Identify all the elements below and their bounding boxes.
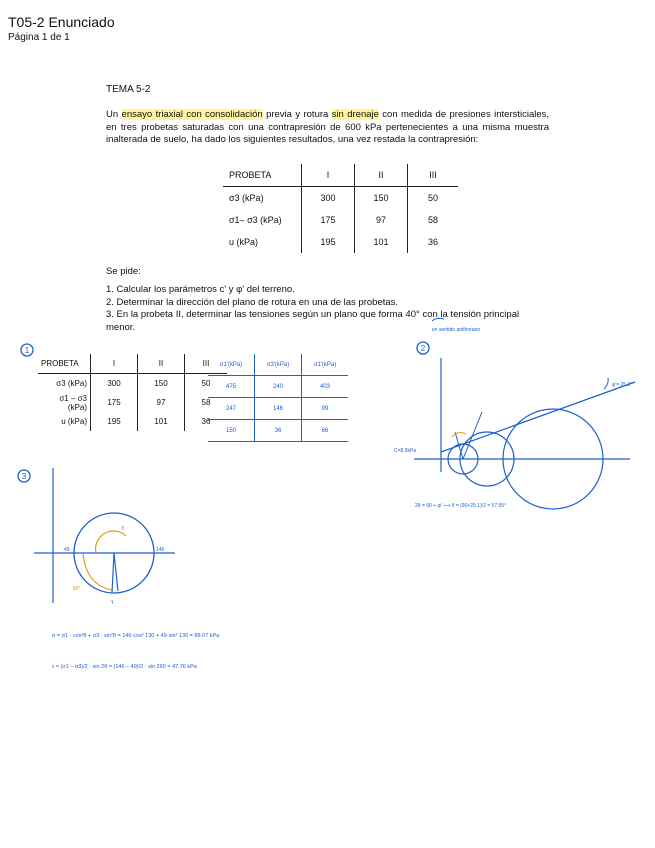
sigma-equation: σ = σ1 · cos²θ + σ3 · sin²θ = 146·cos² 130 + 49·sin² 130 = 88.07 kPa — [52, 633, 220, 639]
table-cell: 175 — [302, 209, 355, 231]
table-cell: 247 — [208, 398, 255, 420]
table-header: II — [138, 354, 185, 374]
tau-label: τ — [111, 600, 114, 606]
intro-text-3: con medida de presiones intersticiales, en tres probetas saturadas con una contrapresión de 600 kPa pertenecientes a una misma muestra inalterada de suelo, ha dado los siguientes resultados, una vez restada la contrapresión: — [106, 109, 550, 145]
intro-highlight-1: ensayo triaxial con consolidación — [121, 109, 263, 120]
angle-underline — [432, 318, 444, 321]
page-indicator: Página 1 de 1 — [8, 32, 70, 43]
table-cell: 403 — [302, 376, 349, 398]
table-header: III — [185, 354, 228, 374]
mohr-diagram-3 — [34, 468, 175, 606]
table-cell: 58 — [201, 398, 211, 407]
step-number: 3 — [21, 472, 27, 481]
intro-highlight-2: sin drenaje — [331, 109, 379, 120]
table-header: II — [355, 164, 408, 187]
table-cell: u (kPa) — [38, 412, 91, 431]
plane-equation: 2θ = 90 + φ' ⟶ θ = (90+25.1)/2 = 57.55° — [415, 503, 507, 509]
theta-label: θ — [121, 526, 125, 532]
table-cell: σ3 (kPa) — [223, 187, 302, 210]
table-cell: σ1– σ3 (kPa) — [223, 209, 302, 231]
table-cell: 36 — [255, 420, 302, 442]
table-cell: 195 — [302, 231, 355, 253]
table-cell: 150 — [355, 187, 408, 210]
table-header: I — [91, 354, 138, 374]
table-cell: 150 — [138, 374, 185, 394]
list-item: 3. En la probeta II, determinar las tensiones según un plano que forma 40° con la tensión principal menor. — [106, 309, 520, 333]
table-cell: 146 — [255, 398, 302, 420]
table-cell: 101 — [355, 231, 408, 253]
table-cell: 99 — [302, 398, 349, 420]
table-cell: 101 — [138, 412, 185, 431]
table-cell: σ1 – σ3 (kPa) — [38, 393, 91, 412]
step-2-marker — [417, 342, 429, 354]
table-cell: 300 — [302, 187, 355, 210]
tau-equation: τ = (σ1 – σ3)/2 · sin 2θ = (146 – 49)/2 · sin 260 = 47.76 kPa — [52, 664, 197, 670]
table-header: σ1'(kPa) — [302, 354, 349, 376]
table-cell: 475 — [208, 376, 255, 398]
table-cell: 195 — [91, 412, 138, 431]
intro-text-2: previa y rotura — [262, 109, 332, 120]
problem-title: TEMA 5-2 — [106, 84, 151, 95]
asks-title: Se pide: — [106, 266, 141, 277]
list-item: 2. Determinar la dirección del plano de rotura en una de las probetas. — [106, 296, 399, 308]
table-cell: 240 — [255, 376, 302, 398]
table-cell: 36 — [201, 417, 211, 426]
table-header: PROBETA — [223, 164, 302, 187]
phi-label: φ'= 25.1° — [612, 382, 633, 388]
table-cell: 300 — [91, 374, 138, 394]
table-cell: u (kPa) — [223, 231, 302, 253]
table-cell: 36 — [427, 237, 438, 247]
list-item: 1. Calcular los parámetros c' y φ' del terreno. — [106, 284, 295, 295]
table-cell: 66 — [302, 420, 349, 442]
table-header: σ3'(kPa) — [255, 354, 302, 376]
table-cell: σ3 (kPa) — [38, 374, 91, 394]
step-3-marker — [18, 470, 30, 482]
angle-label: 80° — [73, 586, 81, 592]
table-cell: 175 — [91, 393, 138, 412]
mohr-diagram-2 — [394, 358, 635, 509]
step-number: 2 — [420, 344, 426, 353]
step-1-marker — [21, 344, 33, 356]
intro-text-1: Un — [106, 109, 122, 120]
circle-right-value: 146 — [156, 547, 165, 553]
table-cell: 50 — [201, 379, 211, 388]
table-header: III — [408, 164, 459, 187]
table-cell: 50 — [427, 193, 438, 203]
document-title: T05-2 Enunciado — [8, 14, 115, 30]
table-cell: 97 — [355, 209, 408, 231]
annotation-text: en sentido antihorario — [432, 327, 481, 333]
table-cell: 97 — [138, 393, 185, 412]
table-header: PROBETA — [38, 354, 91, 374]
table-cell: 150 — [208, 420, 255, 442]
cohesion-label: C=8.5kPa — [394, 448, 417, 454]
table-header: I — [302, 164, 355, 187]
table-header: σ1'(kPa) — [208, 354, 255, 376]
table-cell: 58 — [427, 215, 438, 225]
step-number: 1 — [24, 346, 30, 355]
circle-left-value: 49 — [64, 547, 70, 553]
